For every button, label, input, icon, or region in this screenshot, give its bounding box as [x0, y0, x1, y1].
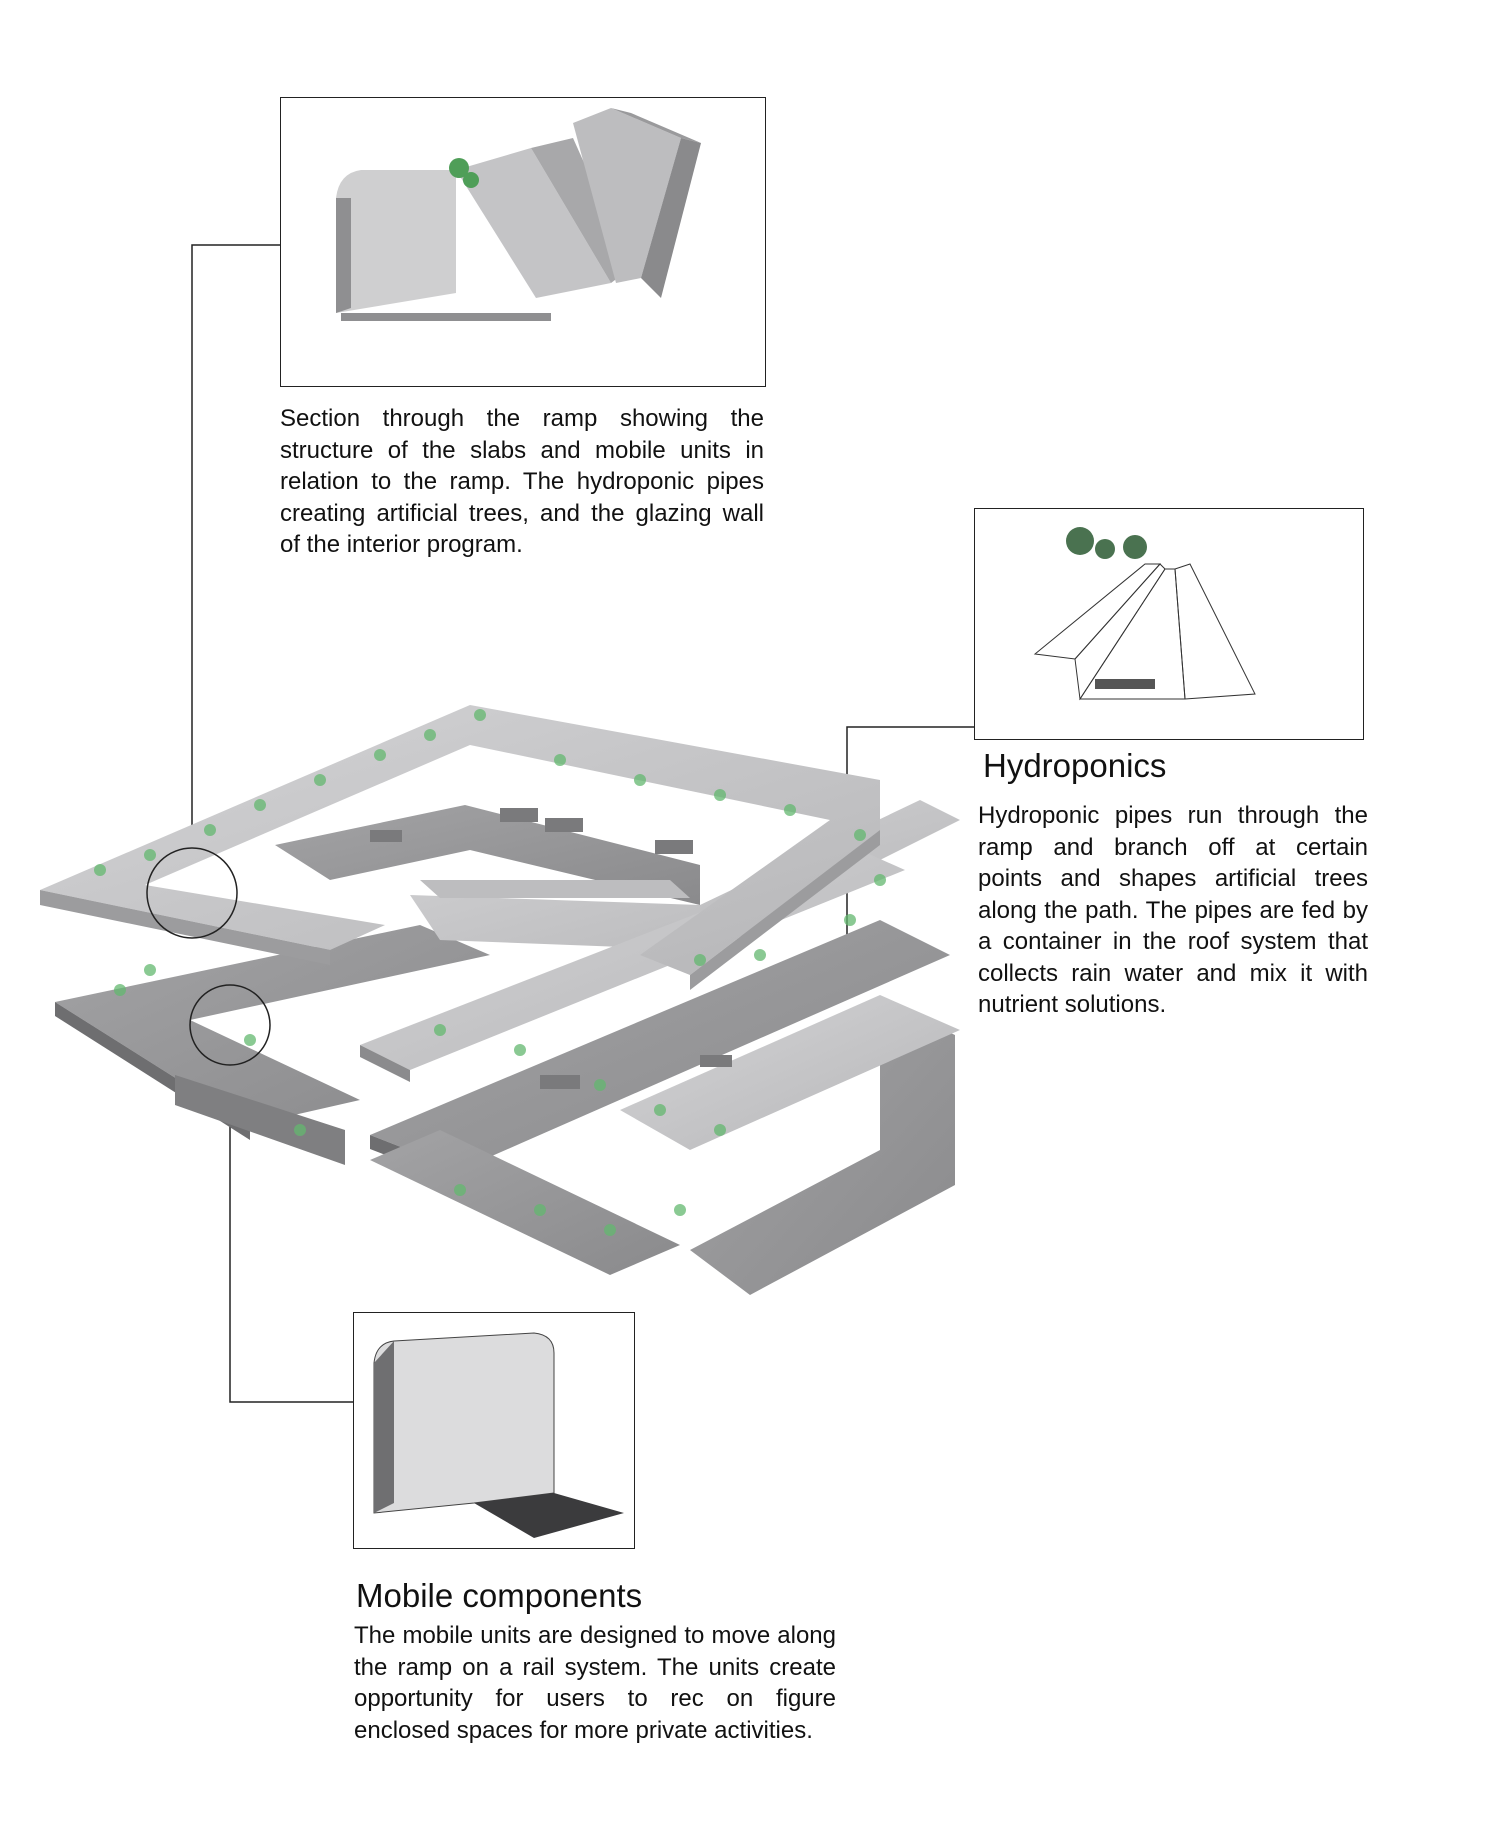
- plant: [254, 799, 266, 811]
- artificial-tree: [1095, 539, 1115, 559]
- bench: [700, 1055, 732, 1067]
- plant: [114, 984, 126, 996]
- plant: [604, 1224, 616, 1236]
- mobile-caption: The mobile units are designed to move along the ramp on a rail system. The units create opportunity for users to rec on figure enclosed spaces for more private activities.: [354, 1622, 836, 1744]
- hydroponics-caption: Hydroponic pipes run through the ramp and branch off at certain points and shapes artificial trees along the path. The pipes are fed by a container in the roof system that collects rain water and mix it with nutrient solutions.: [978, 802, 1368, 1018]
- bench: [545, 818, 583, 832]
- plant: [784, 804, 796, 816]
- plant: [244, 1034, 256, 1046]
- plant: [634, 774, 646, 786]
- plant: [434, 1024, 446, 1036]
- plant: [554, 754, 566, 766]
- mobile-image-panel: [353, 1312, 635, 1549]
- plant: [654, 1104, 666, 1116]
- plant: [874, 874, 886, 886]
- bench: [540, 1075, 580, 1089]
- section-caption: Section through the ramp showing the structure of the slabs and mobile units in relation to the ramp. The hydroponic pipes creating artificial trees, and the glazing wall of the interior program.: [280, 405, 764, 558]
- plant: [424, 729, 436, 741]
- artificial-tree: [1123, 535, 1147, 559]
- plant: [314, 774, 326, 786]
- plant: [594, 1079, 606, 1091]
- plant: [454, 1184, 466, 1196]
- plant: [674, 1204, 686, 1216]
- hydroponics-image-panel: [974, 508, 1364, 740]
- mobile-unit-rendering: [354, 1313, 633, 1547]
- ramp-section-rendering: [281, 98, 764, 385]
- plant: [474, 709, 486, 721]
- plant: [144, 849, 156, 861]
- plant: [204, 824, 216, 836]
- plant: [374, 749, 386, 761]
- plant: [714, 1124, 726, 1136]
- plant: [754, 949, 766, 961]
- artificial-tree: [1066, 527, 1094, 555]
- section-image-panel: [280, 97, 766, 387]
- plant: [854, 829, 866, 841]
- lower-ramp-level: [55, 920, 955, 1295]
- bench: [370, 830, 402, 842]
- plant: [294, 1124, 306, 1136]
- hydroponic-pipe-wireframe: [975, 509, 1362, 738]
- plant: [844, 914, 856, 926]
- plant: [94, 864, 106, 876]
- plant: [144, 964, 156, 976]
- mobile-title: Mobile components: [356, 1577, 643, 1614]
- plant: [514, 1044, 526, 1056]
- plant: [714, 789, 726, 801]
- bench: [500, 808, 538, 822]
- bench: [655, 840, 693, 854]
- hydroponics-title: Hydroponics: [983, 747, 1167, 784]
- plant: [694, 954, 706, 966]
- plant: [534, 1204, 546, 1216]
